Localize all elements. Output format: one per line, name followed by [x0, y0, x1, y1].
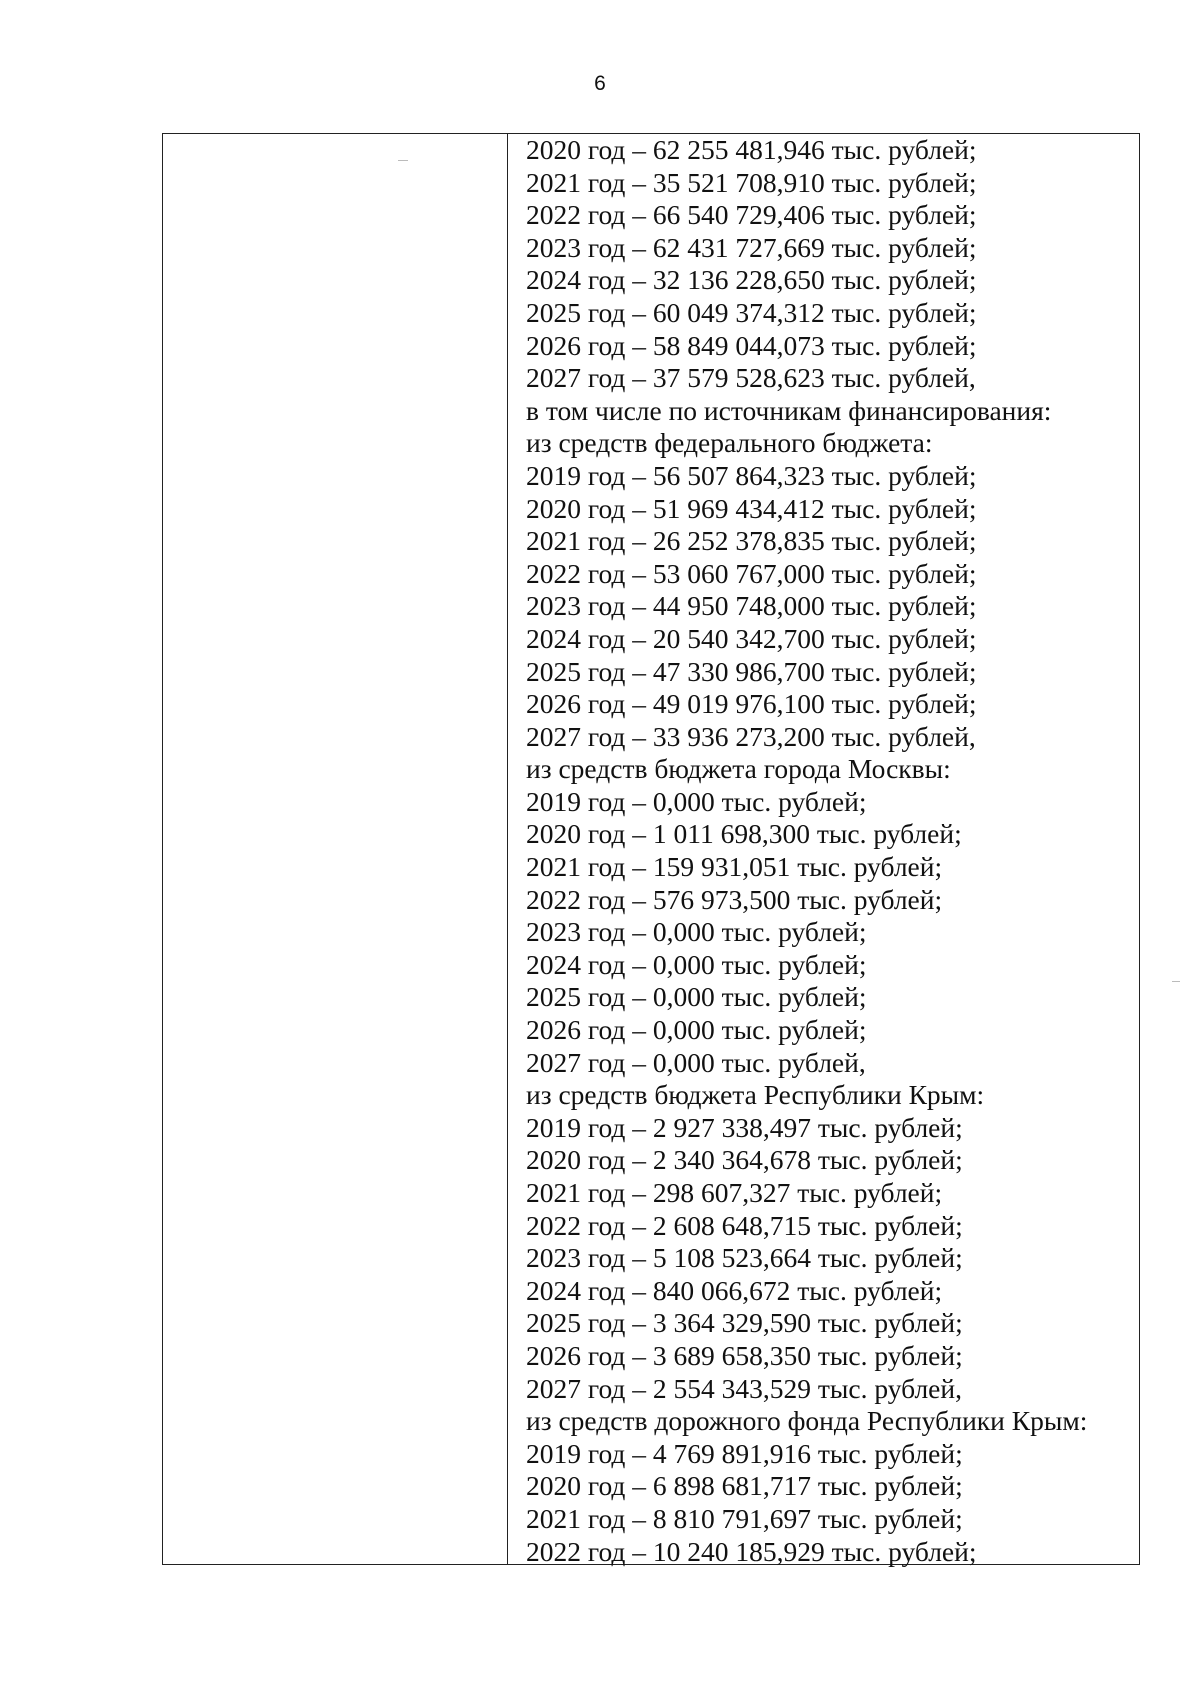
text-line: 2024 год – 32 136 228,650 тыс. рублей;: [526, 264, 977, 296]
text-line: 2026 год – 3 689 658,350 тыс. рублей;: [526, 1339, 963, 1371]
text-line: 2020 год – 2 340 364,678 тыс. рублей;: [526, 1144, 963, 1176]
text-line: 2022 год – 2 608 648,715 тыс. рублей;: [526, 1209, 963, 1241]
scan-mark: [1172, 981, 1180, 982]
table-left-cell: [163, 134, 508, 1564]
text-line: из средств бюджета города Москвы:: [526, 753, 951, 785]
text-line: 2020 год – 6 898 681,717 тыс. рублей;: [526, 1470, 963, 1502]
text-line: 2019 год – 2 927 338,497 тыс. рублей;: [526, 1111, 963, 1143]
text-line: 2022 год – 66 540 729,406 тыс. рублей;: [526, 199, 977, 231]
text-line: 2021 год – 159 931,051 тыс. рублей;: [526, 851, 943, 883]
text-line: 2019 год – 56 507 864,323 тыс. рублей;: [526, 459, 977, 491]
text-line: 2022 год – 53 060 767,000 тыс. рублей;: [526, 557, 977, 589]
text-line: 2026 год – 49 019 976,100 тыс. рублей;: [526, 688, 977, 720]
text-line: из средств федерального бюджета:: [526, 427, 933, 459]
text-line: 2020 год – 1 011 698,300 тыс. рублей;: [526, 818, 962, 850]
page-number: 6: [594, 72, 606, 95]
text-line: 2026 год – 58 849 044,073 тыс. рублей;: [526, 329, 977, 361]
financing-lines: [526, 134, 1139, 1568]
text-line: 2025 год – 60 049 374,312 тыс. рублей;: [526, 296, 977, 328]
text-line: 2027 год – 37 579 528,623 тыс. рублей,: [526, 362, 976, 394]
text-line: 2021 год – 26 252 378,835 тыс. рублей;: [526, 525, 977, 557]
text-line: 2022 год – 10 240 185,929 тыс. рублей;: [526, 1535, 977, 1567]
text-line: 2027 год – 2 554 343,529 тыс. рублей,: [526, 1372, 962, 1404]
text-line: 2025 год – 0,000 тыс. рублей;: [526, 981, 867, 1013]
text-line: 2027 год – 0,000 тыс. рублей,: [526, 1046, 866, 1078]
text-line: 2019 год – 4 769 891,916 тыс. рублей;: [526, 1437, 963, 1469]
text-line: 2024 год – 20 540 342,700 тыс. рублей;: [526, 622, 977, 654]
text-line: 2023 год – 5 108 523,664 тыс. рублей;: [526, 1242, 963, 1274]
text-line: 2023 год – 62 431 727,669 тыс. рублей;: [526, 231, 977, 263]
text-line: 2024 год – 840 066,672 тыс. рублей;: [526, 1274, 943, 1306]
text-line: 2021 год – 35 521 708,910 тыс. рублей;: [526, 166, 977, 198]
text-line: 2027 год – 33 936 273,200 тыс. рублей,: [526, 720, 976, 752]
text-line: 2023 год – 44 950 748,000 тыс. рублей;: [526, 590, 977, 622]
text-line: 2021 год – 8 810 791,697 тыс. рублей;: [526, 1502, 963, 1534]
text-line: 2020 год – 62 255 481,946 тыс. рублей;: [526, 134, 977, 165]
text-line: из средств бюджета Республики Крым:: [526, 1079, 985, 1111]
text-line: 2022 год – 576 973,500 тыс. рублей;: [526, 883, 943, 915]
text-line: 2020 год – 51 969 434,412 тыс. рублей;: [526, 492, 977, 524]
text-line: 2023 год – 0,000 тыс. рублей;: [526, 916, 867, 948]
text-line: 2019 год – 0,000 тыс. рублей;: [526, 785, 867, 817]
text-line: в том числе по источникам финансирования:: [526, 394, 1052, 426]
text-line: 2021 год – 298 607,327 тыс. рублей;: [526, 1177, 943, 1208]
text-line: 2026 год – 0,000 тыс. рублей;: [526, 1014, 867, 1046]
text-line: 2025 год – 47 330 986,700 тыс. рублей;: [526, 655, 977, 687]
table-right-cell: [508, 134, 1139, 1567]
financing-table: [162, 133, 1140, 1565]
text-line: 2024 год – 0,000 тыс. рублей;: [526, 948, 867, 980]
text-line: из средств дорожного фонда Республики Крым:: [526, 1405, 1088, 1437]
text-line: 2025 год – 3 364 329,590 тыс. рублей;: [526, 1307, 963, 1339]
